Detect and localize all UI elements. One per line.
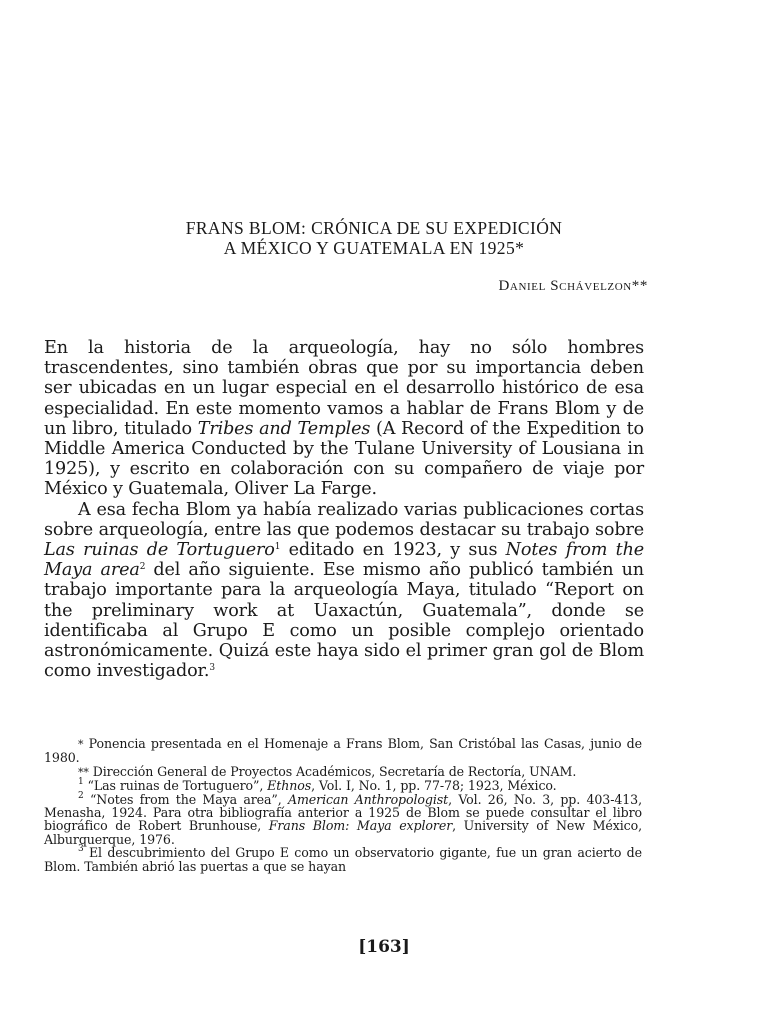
article-title [60,218,688,258]
footnote-3 [44,779,642,792]
footnote-3-journal: Ethnos [267,778,312,794]
book-title-tribes-and-temples: Tribes and Temples [197,418,371,439]
footnote-2-text: Dirección General de Proyectos Académicos, Secretaría de Rectoría, UNAM. [92,763,577,779]
footnote-5 [44,846,642,873]
footnote-1 [44,737,642,765]
paragraph-2 [44,500,644,682]
title-line-2: A MÉXICO Y GUATEMALA EN 1925* [223,238,525,258]
article-body [44,338,644,681]
footnotes [44,737,642,873]
author-name: Daniel Schávelzon** [498,278,648,294]
footnote-1-mark: * [78,738,84,751]
title-las-ruinas: Las ruinas de Tortuguero [44,540,275,561]
footnote-ref-1: 1 [274,542,281,553]
title-notes-maya-area: Notes from the Maya area [44,540,645,581]
paragraph-1-text-a: En la historia de la arqueología, hay no sólo hombres trascendentes, sino también obras que por su importancia deben ser ubicadas en un lugar especial en el desarrollo histórico de esa especialidad. En este momento vamos a hablar de Frans Blom y de un libro, titulado [44,338,644,439]
footnote-5-text: El descubrimiento del Grupo E como un observatorio gigante, fue un gran acierto de Blom. También abrió las puertas a que se hayan [44,845,642,874]
paragraph-1 [44,338,644,500]
paragraph-2-text-b: editado en 1923, y sus [280,540,506,561]
footnote-4-book: Frans Blom: Maya explorer [268,818,453,834]
footnote-ref-2: 2 [139,562,146,573]
footnote-3-text-b: , Vol. I, No. 1, pp. 77-78; 1923, México. [311,778,557,794]
footnote-4-text-b: , Vol. 26, No. 3, pp. 403-413, Menasha, 1924. Para otra bibliografía anterior a 1925 de Blom se puede consultar el libro biográfico de Robert Brunhouse, [44,791,642,834]
page-number: [163] [358,937,410,957]
paragraph-2-text-a: A esa fecha Blom ya había realizado varias publicaciones cortas sobre arqueología, entre las que podemos destacar su trabajo sobre [44,499,644,540]
footnote-4-journal: American Anthropologist [287,791,449,807]
footnote-4 [44,790,642,847]
footnote-ref-3: 3 [209,663,215,674]
footnote-1-text: Ponencia presentada en el Homenaje a Frans Blom, San Cristóbal las Casas, junio de 1980. [44,736,642,766]
title-line-1: FRANS BLOM: CRÓNICA DE SU EXPEDICIÓN [185,218,563,238]
footnote-4-mark: 2 [78,790,84,801]
footnote-4-text-a: “Notes from the Maya area”, [89,791,288,807]
paragraph-2-text-c: del año siguiente. Ese mismo año publicó también un trabajo importante para la arqueología Maya, titulado “Report on the preliminary work at Uaxactún, Guatemala”, donde se identificaba al Grupo E como un posible complejo orientado astronómicamente. Quizá este haya sido el primer gran gol de Blom como investigador. [44,560,644,682]
footnote-2-mark: ** [78,765,89,779]
footnote-5-mark: 3 [78,844,84,855]
paragraph-1-text-b: (A Record of the Expedition to Middle America Conducted by the Tulane University of Lousiana in 1925), y escrito en colaboración con su compañero de viaje por México y Guatemala, Oliver La Farge. [44,418,644,500]
footnote-3-text-a: “Las ruinas de Tortuguero”, [87,778,268,794]
footnote-3-mark: 1 [78,777,84,788]
footnote-4-text-c: , University of New México, Alburquerque, 1976. [44,818,642,847]
